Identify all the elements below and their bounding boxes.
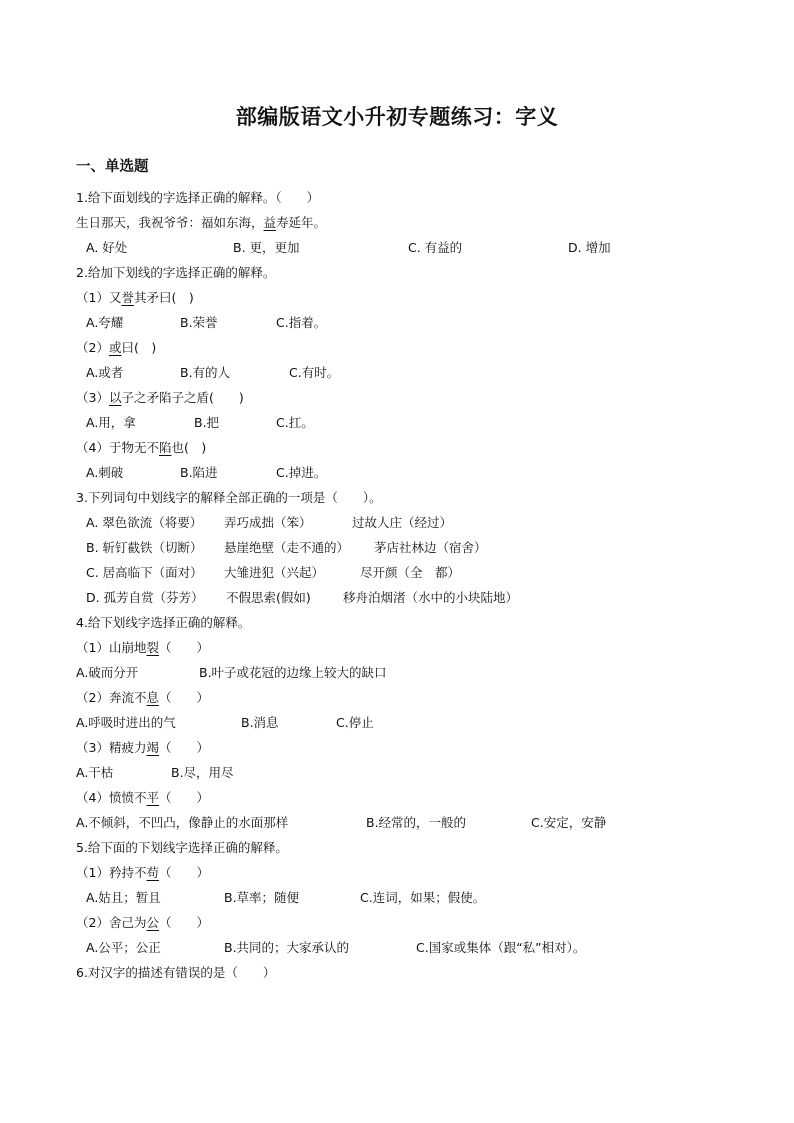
question-stem: 6.对汉字的描述有错误的是（ ） xyxy=(76,965,276,980)
option-row xyxy=(76,935,736,960)
sub-question: （3）精疲力竭（ ） xyxy=(76,740,209,755)
option-row xyxy=(76,410,736,435)
option: B.把 xyxy=(194,415,220,430)
question-stem: 3.下列词句中划线字的解释全部正确的一项是（ ）。 xyxy=(76,490,382,505)
underlined-char: 誉 xyxy=(121,290,134,305)
option: B.共同的；大家承认的 xyxy=(224,940,350,955)
option-row xyxy=(76,760,736,785)
option: B.叶子或花冠的边缘上较大的缺口 xyxy=(199,665,387,680)
option: C. 居高临下（面对） xyxy=(86,565,203,580)
option: A.或者 xyxy=(86,365,124,380)
option-row xyxy=(76,560,736,585)
option: C.掉进。 xyxy=(276,465,327,480)
option: A.夸耀 xyxy=(86,315,124,330)
option: A.破而分开 xyxy=(76,665,139,680)
underlined-char: 益 xyxy=(263,215,277,230)
option: C.安定，安静 xyxy=(531,815,607,830)
sub-question: （2）或曰( ) xyxy=(76,340,157,355)
underlined-char: 公 xyxy=(146,915,159,930)
sub-question: （1）山崩地裂（ ） xyxy=(76,640,209,655)
option: A.干枯 xyxy=(76,765,114,780)
option: A.不倾斜，不凹凸，像静止的水面那样 xyxy=(76,815,289,830)
section-heading: 一、单选题 xyxy=(76,159,149,175)
question-sentence: 生日那天，我祝爷爷：福如东海，益寿延年。 xyxy=(76,215,327,230)
option-row xyxy=(76,585,736,610)
underlined-char: 息 xyxy=(146,690,159,705)
option: A.用，拿 xyxy=(86,415,136,430)
option: B.草率；随便 xyxy=(224,890,300,905)
option-row xyxy=(76,510,736,535)
option-row xyxy=(76,360,736,385)
underlined-char: 苟 xyxy=(146,865,159,880)
option-row xyxy=(76,460,736,485)
question-list xyxy=(76,185,736,985)
option: C.指着。 xyxy=(276,315,327,330)
option: C. 有益的 xyxy=(408,240,463,255)
option: A.姑且；暂且 xyxy=(86,890,161,905)
option-item: 大雏进犯（兴起） xyxy=(224,565,325,580)
option: B.经常的，一般的 xyxy=(366,815,467,830)
sub-question: （4）愤愤不平（ ） xyxy=(76,790,209,805)
option-row xyxy=(76,710,736,735)
option: B.有的人 xyxy=(180,365,231,380)
underlined-char: 平 xyxy=(146,790,159,805)
option: C.国家或集体（跟“私”相对）。 xyxy=(416,940,586,955)
option: A.刺破 xyxy=(86,465,124,480)
question-stem: 5.给下面的下划线字选择正确的解释。 xyxy=(76,840,288,855)
sub-question: （2）奔流不息（ ） xyxy=(76,690,209,705)
page-title: 部编版语文小升初专题练习：字义 xyxy=(235,105,559,129)
option-item: 悬崖绝壁（走不通的） xyxy=(224,540,350,555)
option: C.停止 xyxy=(336,715,374,730)
option: C.有时。 xyxy=(289,365,340,380)
option-row xyxy=(76,660,736,685)
question-stem: 4.给下划线字选择正确的解释。 xyxy=(76,615,251,630)
option: B. 更，更加 xyxy=(233,240,300,255)
option: A. 翠色欲流（将要） xyxy=(86,515,203,530)
option: C.连词，如果；假使。 xyxy=(360,890,486,905)
option-item: 不假思索(假如) xyxy=(226,590,311,605)
question-stem: 2.给加下划线的字选择正确的解释。 xyxy=(76,265,276,280)
option: C.扛。 xyxy=(276,415,314,430)
underlined-char: 陷 xyxy=(158,440,172,455)
sub-question: （1）又誉其矛曰( ) xyxy=(76,290,194,305)
option-item: 茅店社林边（宿舍） xyxy=(374,540,487,555)
option-item: 弄巧成拙（笨） xyxy=(224,515,312,530)
option: D. 孤芳自赏（芬芳） xyxy=(86,590,204,605)
option-row xyxy=(76,810,736,835)
option-item: 尽开颜（全 都） xyxy=(360,565,461,580)
underlined-char: 以 xyxy=(108,390,122,405)
option-item: 移舟泊烟渚（水中的小块陆地） xyxy=(343,590,519,605)
option: A. 好处 xyxy=(86,240,128,255)
option: B.尽，用尽 xyxy=(171,765,234,780)
underlined-char: 裂 xyxy=(146,640,159,655)
option: A.公平；公正 xyxy=(86,940,161,955)
option-row xyxy=(76,885,736,910)
sub-question: （2）舍己为公（ ） xyxy=(76,915,209,930)
option-row xyxy=(76,235,736,260)
option-row xyxy=(76,310,736,335)
option: B.陷进 xyxy=(180,465,218,480)
option-item: 过故人庄（经过） xyxy=(352,515,453,530)
sub-question: （1）矜持不苟（ ） xyxy=(76,865,209,880)
underlined-char: 竭 xyxy=(146,740,159,755)
option: D. 增加 xyxy=(568,240,611,255)
option: B.荣誉 xyxy=(180,315,218,330)
option: A.呼吸时进出的气 xyxy=(76,715,176,730)
option-row xyxy=(76,535,736,560)
question-stem: 1.给下面划线的字选择正确的解释。（ ） xyxy=(76,190,320,205)
underlined-char: 或 xyxy=(108,340,122,355)
option: B.消息 xyxy=(241,715,279,730)
sub-question: （3）以子之矛陷子之盾( ) xyxy=(76,390,244,405)
sub-question: （4）于物无不陷也( ) xyxy=(76,440,207,455)
option: B. 斩钉截铁（切断） xyxy=(86,540,203,555)
